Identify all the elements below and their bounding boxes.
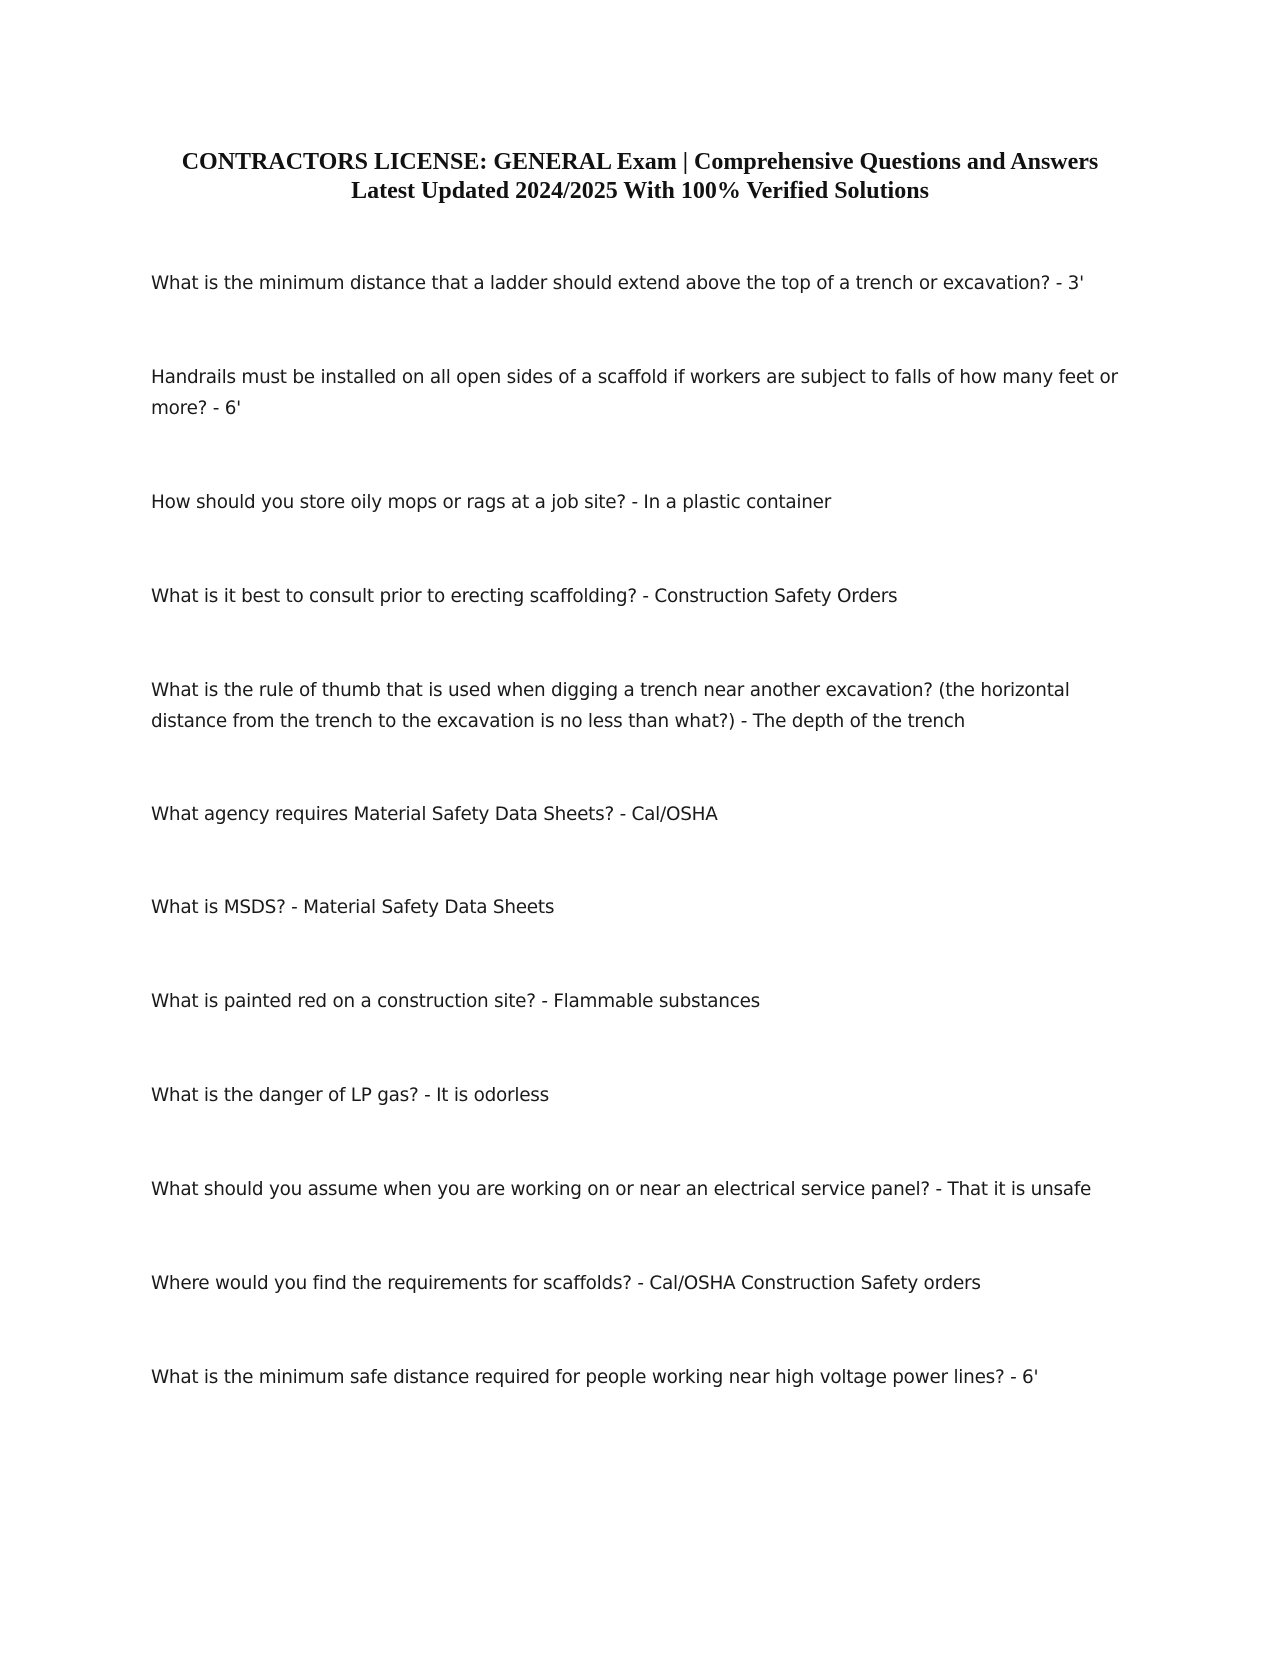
qa-item-5: What is the rule of thumb that is used when digging a trench near another excavation? (the horizontal distance from the trench to the excavation is no less than what?) - The depth of the trench: [151, 680, 1070, 732]
title-line-2: Latest Updated 2024/2025 With 100% Verified Solutions: [351, 178, 929, 204]
qa-item-6: What agency requires Material Safety Data Sheets? - Cal/OSHA: [151, 804, 718, 825]
qa-item-7: What is MSDS? - Material Safety Data Sheets: [151, 897, 555, 918]
qa-item-10: What should you assume when you are working on or near an electrical service panel? - That it is unsafe: [151, 1179, 1092, 1200]
qa-item-9: What is the danger of LP gas? - It is odorless: [151, 1085, 549, 1106]
qa-item-3: How should you store oily mops or rags at a job site? - In a plastic container: [151, 492, 832, 513]
title-line-1: CONTRACTORS LICENSE: GENERAL Exam | Comprehensive Questions and Answers: [181, 149, 1099, 175]
qa-item-12: What is the minimum safe distance required for people working near high voltage power lines? - 6': [151, 1367, 1039, 1388]
qa-item-11: Where would you find the requirements for scaffolds? - Cal/OSHA Construction Safety orders: [151, 1273, 981, 1294]
document-title: [100, 148, 1180, 206]
qa-item-8: What is painted red on a construction site? - Flammable substances: [151, 991, 760, 1012]
qa-item-1: What is the minimum distance that a ladder should extend above the top of a trench or excavation? - 3': [151, 273, 1084, 294]
qa-item-4: What is it best to consult prior to erecting scaffolding? - Construction Safety Orders: [151, 586, 898, 607]
qa-item-2: Handrails must be installed on all open sides of a scaffold if workers are subject to falls of how many feet or more? - 6': [151, 367, 1118, 419]
